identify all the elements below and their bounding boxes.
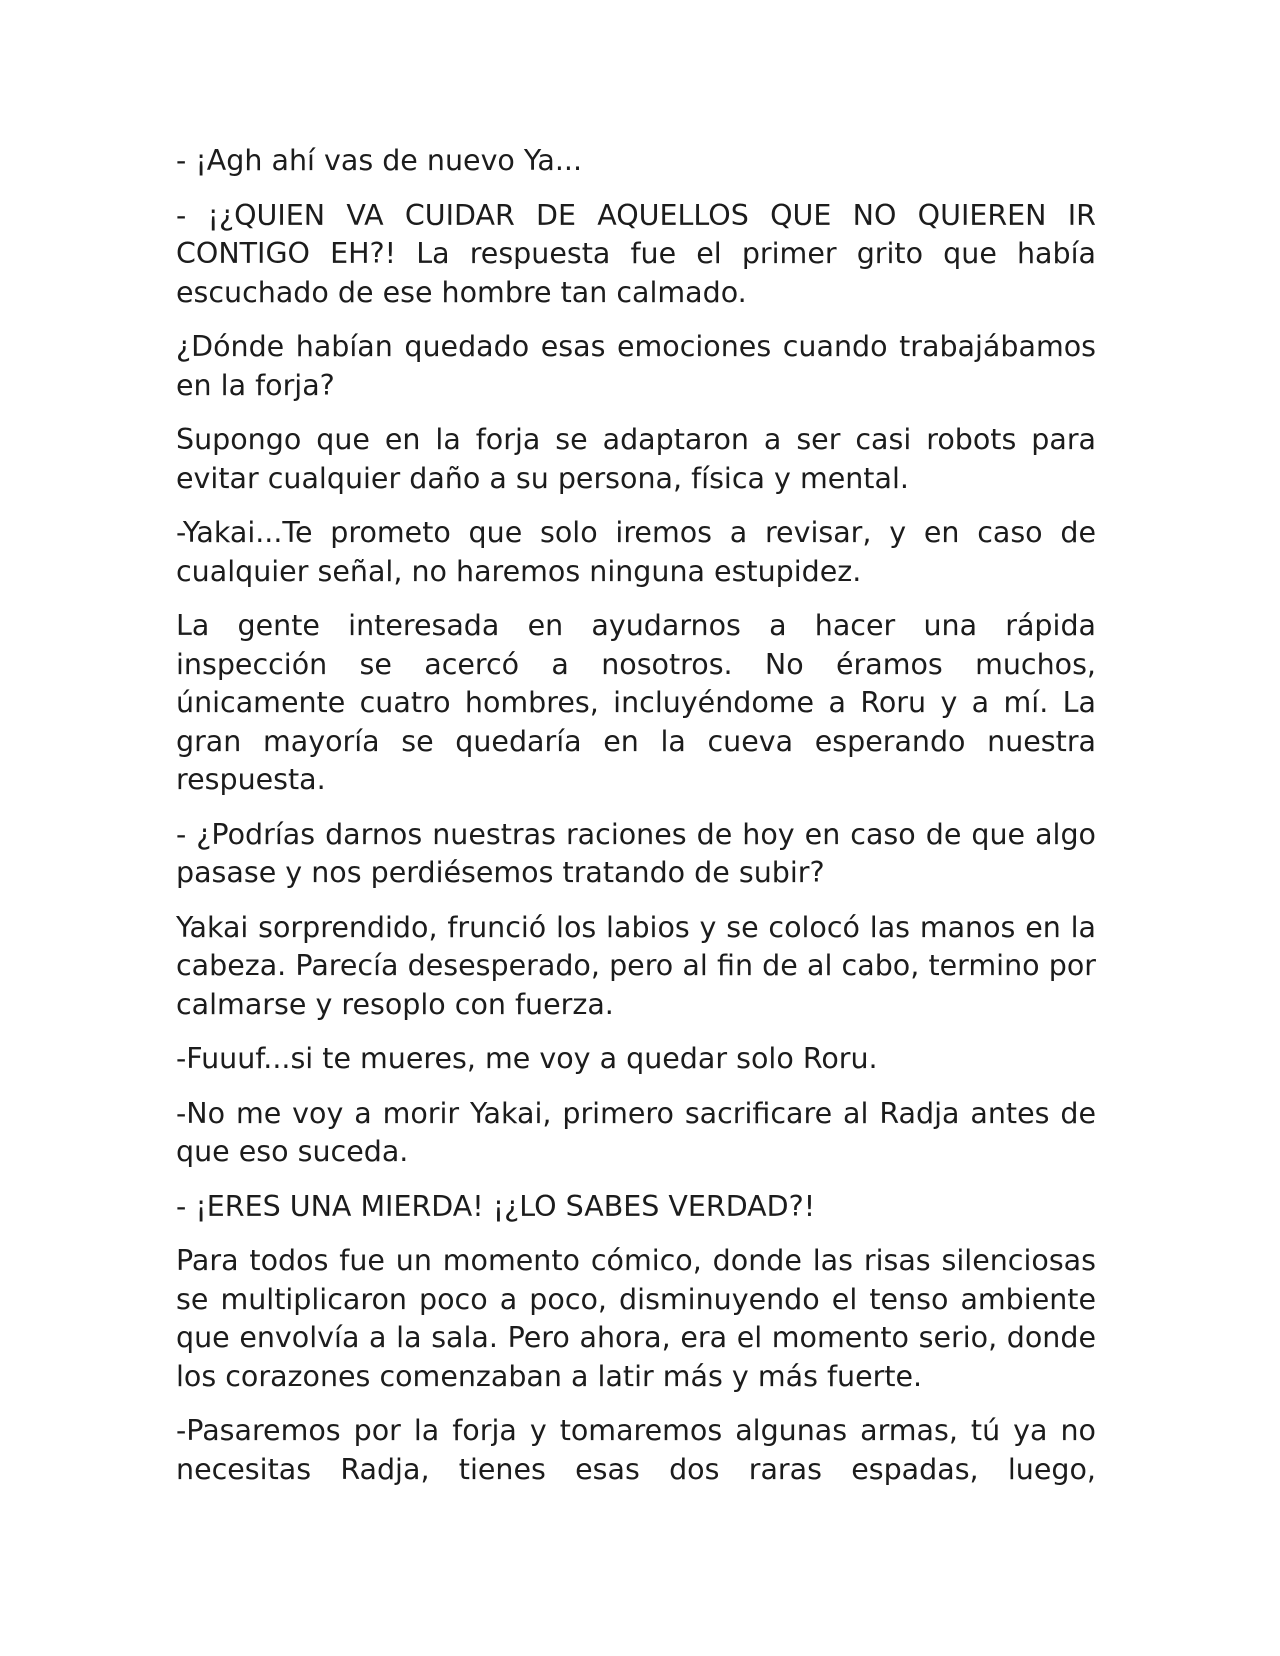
- paragraph: Para todos fue un momento cómico, donde las risas silenciosas se multiplicaron poco a poco, disminuyendo el tenso ambiente que envolvía a la sala. Pero ahora, era el momento serio, donde los corazones comenzaban a latir más y más fuerte.: [176, 1244, 1096, 1393]
- paragraph: La gente interesada en ayudarnos a hacer una rápida inspección se acercó a nosotros. No éramos muchos, únicamente cuatro hombres, incluyéndome a Roru y a mí. La gran mayoría se quedaría en la cueva esperando nuestra respuesta.: [176, 609, 1096, 796]
- paragraph: -Pasaremos por la forja y tomaremos algunas armas, tú ya no necesitas Radja, tienes esas dos raras espadas, luego,: [176, 1414, 1096, 1486]
- paragraph: Supongo que en la forja se adaptaron a ser casi robots para evitar cualquier daño a su persona, física y mental.: [176, 423, 1096, 495]
- paragraph: ¿Dónde habían quedado esas emociones cuando trabajábamos en la forja?: [176, 330, 1096, 402]
- document-page: [176, 142, 1096, 1505]
- paragraph: - ¡Agh ahí vas de nuevo Ya...: [176, 144, 583, 177]
- paragraph: - ¿Podrías darnos nuestras raciones de hoy en caso de que algo pasase y nos perdiésemos tratando de subir?: [176, 817, 1096, 889]
- paragraph: -Fuuuf...si te mueres, me voy a quedar solo Roru.: [176, 1042, 878, 1075]
- paragraph: -Yakai...Te prometo que solo iremos a revisar, y en caso de cualquier señal, no haremos ninguna estupidez.: [176, 516, 1096, 588]
- paragraph: - ¡ERES UNA MIERDA! ¡¿LO SABES VERDAD?!: [176, 1189, 816, 1223]
- paragraph: Yakai sorprendido, frunció los labios y se colocó las manos en la cabeza. Parecía desesperado, pero al fin de al cabo, termino por calmarse y resoplo con fuerza.: [176, 910, 1096, 1021]
- paragraph: - ¡¿QUIEN VA CUIDAR DE AQUELLOS QUE NO QUIEREN IR CONTIGO EH?! La respuesta fue el primer grito que había escuchado de ese hombre tan calmado.: [176, 198, 1096, 309]
- paragraph: -No me voy a morir Yakai, primero sacrificare al Radja antes de que eso suceda.: [176, 1096, 1096, 1168]
